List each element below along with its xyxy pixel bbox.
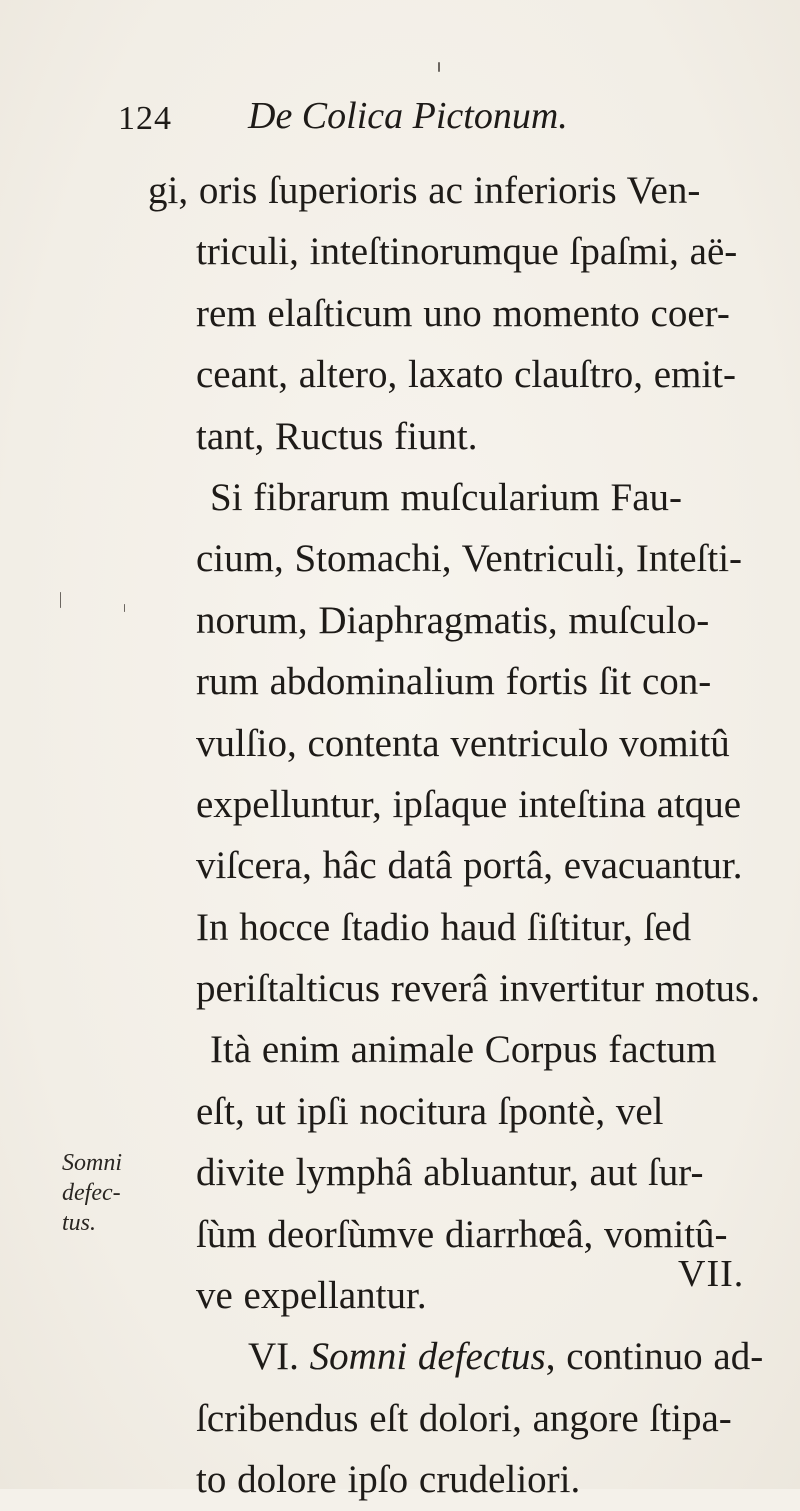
text-line: vulſio, contenta ventriculo vomitû [196,721,730,765]
text-line: ve expellantur. [196,1274,427,1318]
text-line: rem elaſticum uno momento coer- [196,291,730,335]
text-line: divite lymphâ abluantur, aut ſur- [196,1151,704,1195]
text-line: norum, Diaphragmatis, muſculo- [196,598,710,642]
text-line: to dolore ipſo crudeliori. [196,1458,581,1502]
marginal-note-line: Somni [62,1150,122,1176]
text-line: In hocce ſtadio haud ſiſtitur, ſed [196,905,692,949]
paper-speck [60,592,61,608]
text-line: cium, Stomachi, Ventriculi, Inteſti- [196,537,743,581]
text-line: expelluntur, ipſaque inteſtina atque [196,782,742,826]
section-text: , continuo ad- [545,1335,764,1379]
page-number: 124 [118,100,172,137]
text-line: ſcribendus eſt dolori, angore ſtipa- [196,1396,732,1440]
text-line: triculi, inteſtinorumque ſpaſmi, aë- [196,230,738,274]
text-line: tant, Ructus fiunt. [196,414,478,458]
marginal-note-line: tus. [62,1210,97,1236]
text-line: viſcera, hâc datâ portâ, evacuantur. [196,844,743,888]
paper-speck [438,62,440,72]
section-title: Somni defectus [309,1335,546,1379]
text-line: eſt, ut ipſi nocitura ſpontè, vel [196,1089,664,1133]
page-header [118,92,718,152]
paper-speck [124,604,125,612]
text-line: Ità enim animale Corpus factum [210,1028,717,1072]
text-line: ceant, altero, laxato clauſtro, emit- [196,353,737,397]
section-heading-line [148,1326,788,1387]
section-number: VI. [248,1335,299,1379]
text-line: gi, oris ſuperioris ac inferioris Ven- [148,169,701,212]
text-line: ſùm deorſùmve diarrhœâ, vomitû- [196,1212,728,1256]
running-title: De Colica Pictonum. [248,95,568,137]
marginal-note [62,1148,142,1238]
text-line: periſtalticus reverâ invertitur motus. [196,967,760,1011]
paragraph-start-line: Si fibrarum muſcularium Fau- [210,475,682,519]
main-text [148,160,788,1511]
marginal-note-line: defec- [62,1180,121,1206]
catchword: VII. [678,1253,745,1295]
text-line: rum abdominalium fortis ſit con- [196,660,712,704]
